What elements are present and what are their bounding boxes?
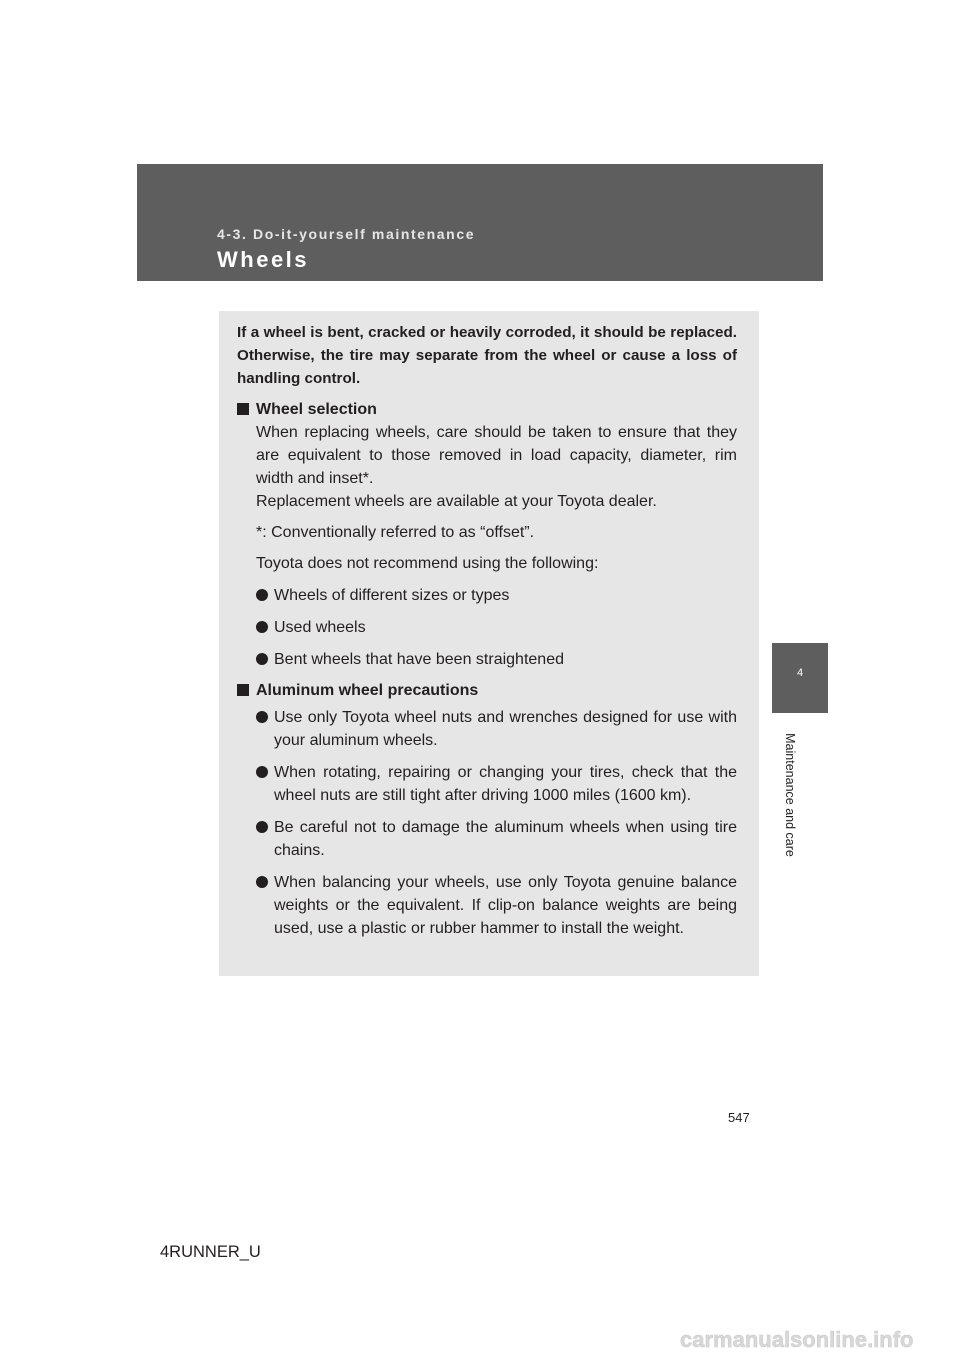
bullet-icon (256, 766, 268, 778)
chapter-label (780, 720, 800, 870)
square-bullet-icon (237, 684, 249, 696)
bullet-icon (256, 711, 268, 723)
wheel-selection-heading: Wheel selection (237, 398, 737, 421)
content (237, 321, 737, 940)
list-item: Be careful not to damage the aluminum wheels when using tire chains. (237, 816, 737, 862)
bullet-icon (256, 653, 268, 665)
page-title: Wheels (217, 247, 310, 272)
list-item: When balancing your wheels, use only Toyota genuine balance weights or the equivalent. If clip-on balance weights are being used, use a plastic or rubber hammer to install the weight. (237, 871, 737, 940)
content-box (219, 311, 759, 976)
list-item: Used wheels (237, 616, 737, 639)
bullet-icon (256, 821, 268, 833)
footnote: *: Conventionally referred to as “offset”. (256, 524, 535, 541)
intro-text: If a wheel is bent, cracked or heavily corroded, it should be replaced. Otherwise, the tire may separate from the wheel or cause a loss of handling control. (237, 324, 737, 387)
bullet-icon (256, 621, 268, 633)
watermark-text: carmanualsonline.info (680, 1327, 914, 1352)
bullet-icon (256, 876, 268, 888)
list-item: When rotating, repairing or changing your tires, check that the wheel nuts are still tight after driving 1000 miles (1600 km). (237, 761, 737, 807)
watermark-logo (676, 1323, 956, 1355)
aluminum-heading: Aluminum wheel precautions (237, 679, 737, 702)
document-code: 4RUNNER_U (160, 1243, 261, 1261)
list-item: Use only Toyota wheel nuts and wrenches designed for use with your aluminum wheels. (237, 706, 737, 752)
wheel-selection-para1: When replacing wheels, care should be taken to ensure that they are equivalent to those removed in load capacity, diameter, rim width and inset*. (256, 424, 737, 487)
chapter-label-text: Maintenance and care (783, 733, 797, 857)
recommend-lead: Toyota does not recommend using the following: (256, 555, 599, 572)
chapter-tab (772, 643, 828, 713)
header-band (137, 164, 823, 281)
section-label: 4-3. Do-it-yourself maintenance (217, 226, 476, 242)
list-item: Wheels of different sizes or types (237, 584, 737, 607)
list-item: Bent wheels that have been straightened (237, 648, 737, 671)
chapter-number: 4 (796, 667, 804, 679)
page-number: 547 (728, 1110, 750, 1125)
square-bullet-icon (237, 403, 249, 415)
wheel-selection-para2: Replacement wheels are available at your Toyota dealer. (256, 493, 657, 510)
bullet-icon (256, 589, 268, 601)
